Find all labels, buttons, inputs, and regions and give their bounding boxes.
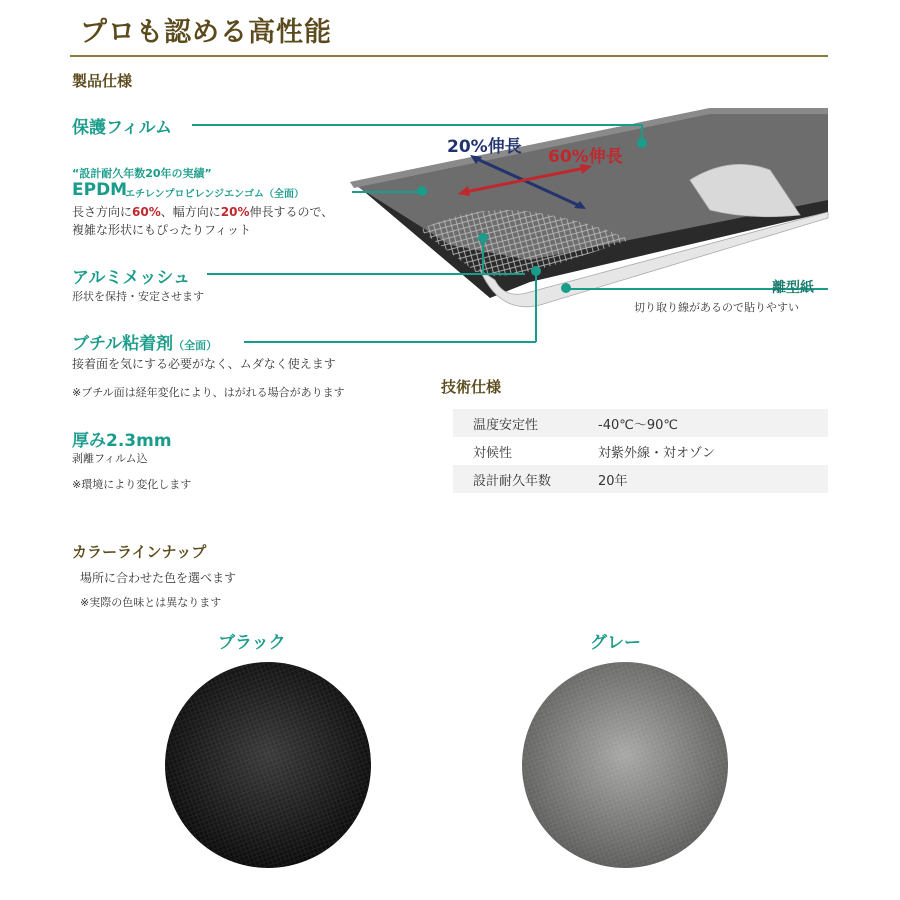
tech-spec-heading: 技術仕様 [441,378,502,396]
epdm-desc-1: 長さ方向に60%、幅方向に20%伸長するので、 [72,205,334,219]
protective-film-leader [192,124,642,126]
butyl-leader [244,341,536,343]
spec-label: 温度安定性 [473,417,539,433]
epdm-desc-2: 複雑な形状にもぴったりフィット [72,223,252,237]
page-title: プロも認める高性能 [80,17,332,48]
butyl-note: ※ブチル面は経年変化により、はがれる場合があります [72,386,345,399]
spec-value: -40℃〜90℃ [598,417,678,433]
release-paper-label: 離型紙 [772,280,814,296]
color-lineup-heading: カラーラインナップ [72,543,207,561]
aluminum-mesh-desc: 形状を保持・安定させます [72,290,204,303]
butyl-desc: 接着面を気にする必要がなく、ムダなく使えます [72,357,336,371]
epdm-leader [352,191,422,193]
color-lineup-desc: 場所に合わせた色を選べます [80,571,237,585]
spec-label: 対候性 [473,445,513,461]
epdm-subtitle: エチレンプロピレンジエンゴム（全面） [125,189,305,200]
tech-spec-table [453,409,828,493]
product-spec-heading: 製品仕様 [72,72,133,90]
epdm-dot [417,186,427,196]
table-row [453,409,828,437]
table-row [453,465,828,493]
color-name-grey: グレー [590,633,641,653]
release-paper-desc: 切り取り線があるので貼りやすい [634,301,799,314]
aluminum-mesh-leader [207,273,525,275]
butyl-label: ブチル粘着剤（全面） [72,334,218,354]
stretch-60-label: 60%伸長 [548,147,623,167]
spec-label: 設計耐久年数 [473,473,552,489]
black-swatch [163,660,373,870]
thickness-label: 厚み2.3mm [72,431,172,451]
table-row [453,437,828,465]
butyl-dot [531,266,541,276]
thickness-desc: 剥離フィルム込 [72,452,148,465]
thickness-note: ※環境により変化します [72,478,192,491]
layer-diagram [330,100,830,360]
color-lineup-note: ※実際の色味とは異なります [80,596,222,609]
stretch-20-label: 20%伸長 [447,137,522,157]
grey-swatch [520,660,730,870]
spec-value: 20年 [598,473,628,489]
aluminum-mesh-label: アルミメッシュ [72,268,190,288]
color-name-black: ブラック [218,633,286,653]
spec-value: 対紫外線・対オゾン [598,445,716,461]
title-divider [70,55,828,57]
epdm-note: “設計耐久年数20年の実績” [72,167,212,180]
epdm-title: EPDM [72,180,128,200]
protective-film-label: 保護フィルム [72,118,172,138]
